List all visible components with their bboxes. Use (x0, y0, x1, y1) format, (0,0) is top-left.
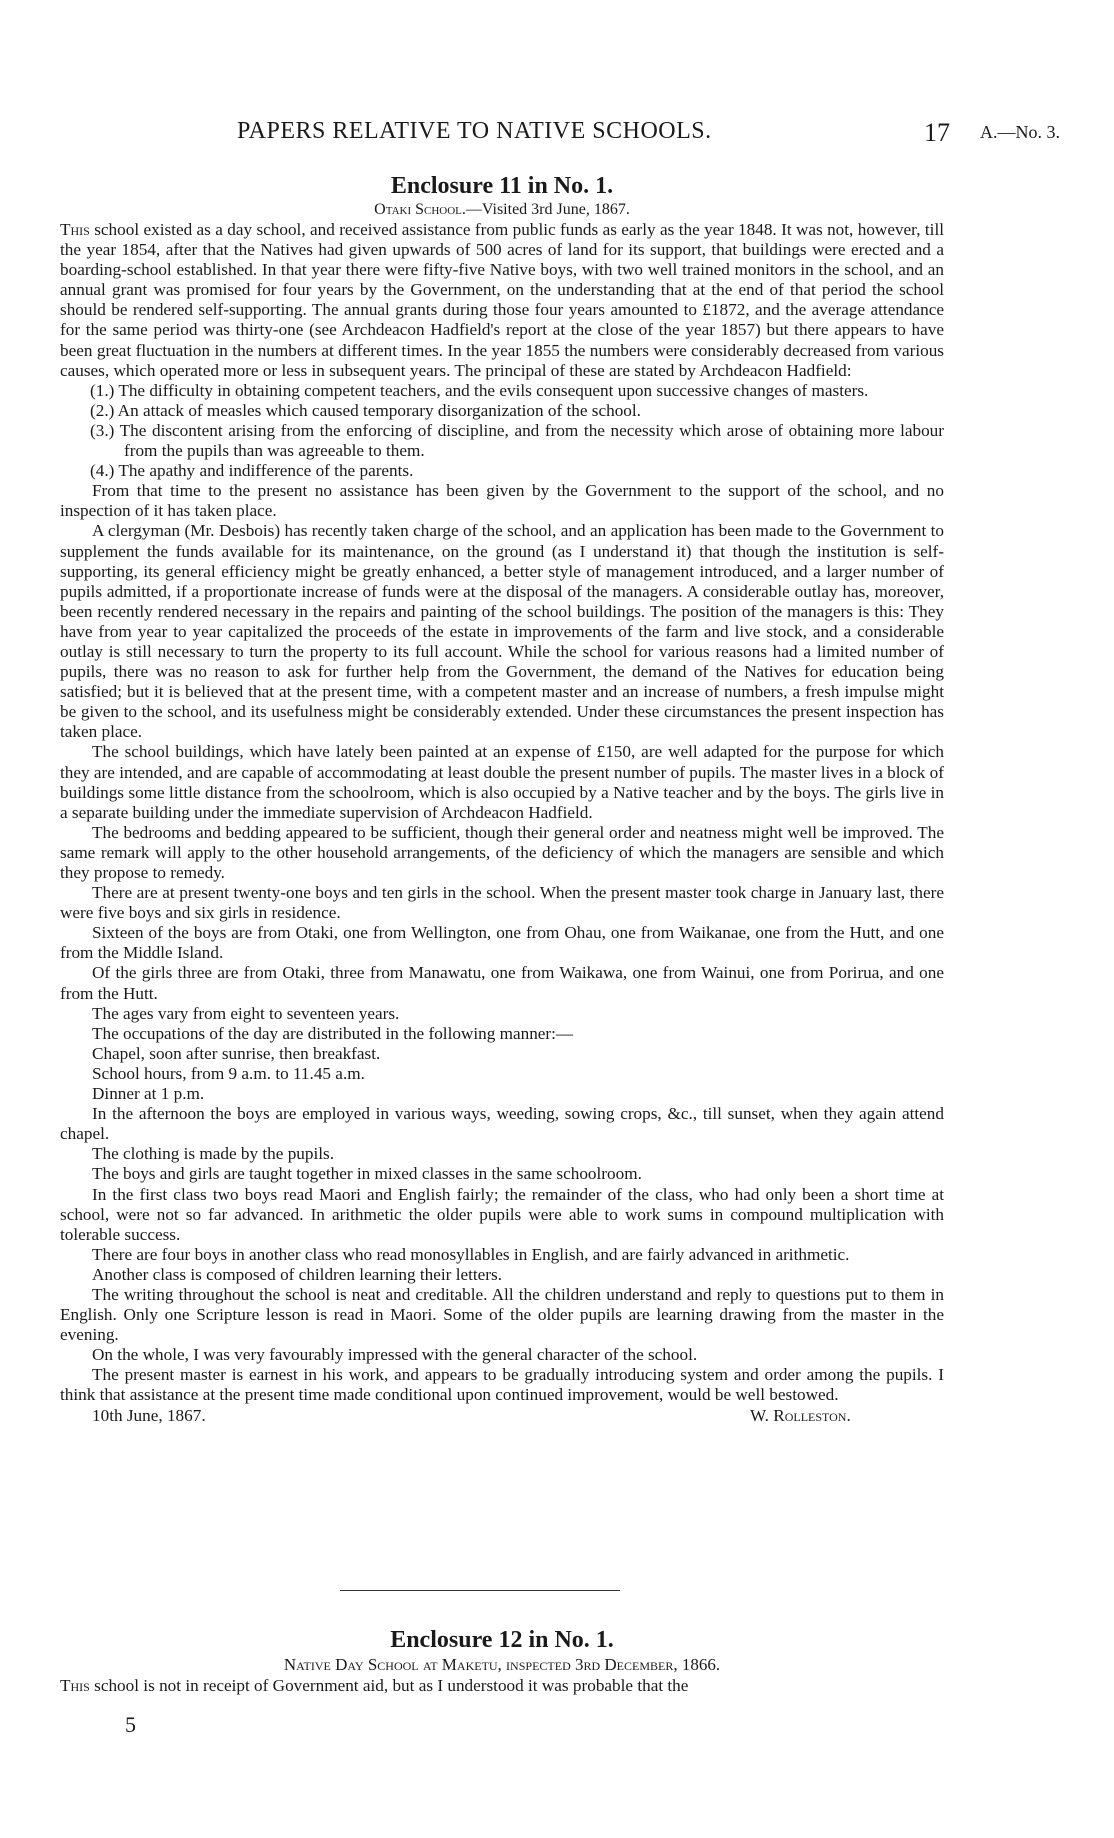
signature-line (60, 1406, 944, 1428)
page-number: 17 (924, 118, 950, 147)
lead-word: This (60, 1676, 90, 1695)
paragraph: In the first class two boys read Maori and English fairly; the remainder of the class, who had only been a short time at school, were not so far advanced. In arithmetic the older pupils were able to work sums in compound multiplication with tolerable success. (60, 1184, 944, 1244)
enclosure-12-subheading: Native Day School at Maketu, inspected 3rd December, 1866. (283, 1655, 721, 1674)
enclosure-12 (60, 1626, 944, 1696)
paragraph: The occupations of the day are distributed in the following manner:— (92, 1023, 574, 1043)
paragraph: The school buildings, which have lately been painted at an expense of £150, are well adapted for the purpose for which they are intended, and are capable of accommodating at least double the present number of pupils. The master lives in a block of buildings some little distance from the schoolroom, which is also occupied by a Native teacher and by the boys. The girls live in a separate building under the immediate supervision of Archdeacon Hadfield. (60, 742, 944, 822)
enclosure-11 (60, 172, 944, 1428)
list-item: (2.) An attack of measles which caused temporary disorganization of the school. (90, 400, 641, 420)
enclosure-11-heading: Enclosure 11 in No. 1. (390, 173, 614, 199)
paragraph: The ages vary from eight to seventeen years. (92, 1003, 400, 1023)
paragraph: From that time to the present no assistance has been given by the Government to the support of the school, and no inspection of it has taken place. (60, 481, 944, 521)
paragraph: There are at present twenty-one boys and ten girls in the school. When the present master took charge in January last, there were five boys and six girls in residence. (60, 883, 944, 923)
lead-word: This (60, 220, 90, 239)
visit-date: —Visited 3rd June, 1867. (465, 201, 630, 218)
paragraph: The boys and girls are taught together in mixed classes in the same schoolroom. (92, 1164, 642, 1184)
paragraph: Sixteen of the boys are from Otaki, one from Wellington, one from Ohau, one from Waikanae, one from the Hutt, and one from the Middle Island. (60, 923, 944, 963)
paragraph: In the afternoon the boys are employed in various ways, weeding, sowing crops, &c., till sunset, when they again attend chapel. (60, 1104, 944, 1144)
paragraph: There are four boys in another class who read monosyllables in English, and are fairly advanced in arithmetic. (92, 1244, 850, 1264)
paragraph: Of the girls three are from Otaki, three from Manawatu, one from Waikawa, one from Wainui, one from Porirua, and one from the Hutt. (60, 963, 944, 1003)
section-divider (340, 1590, 620, 1591)
paragraph: This school existed as a day school, and received assistance from public funds as early as the year 1848. It was not, however, till the year 1854, after that the Natives had given upwards of 500 acres of land for its support, that buildings were erected and a boarding-school established. In that year there were fifty-five Native boys, with two well trained monitors in the school, and an annual grant was promised for four years by the Government, on the understanding that at the end of that period the school should be rendered self-supporting. The annual grants during those four years amounted to £1872, and the average attendance for the same period was thirty-one (see Archdeacon Hadfield's report at the close of the year 1857) but there appears to have been great fluctuation in the numbers at different times. In the year 1855 the numbers were considerably decreased from various causes, which operated more or less in subsequent years. The principal of these are stated by Archdeacon Hadfield: (60, 220, 944, 380)
enclosure-11-body (60, 220, 944, 1406)
list-item: (4.) The apathy and indifference of the parents. (90, 461, 414, 481)
paragraph: Chapel, soon after sunrise, then breakfast. (92, 1043, 381, 1063)
school-name: Otaki School. (374, 201, 466, 218)
list-item: (3.) The discontent arising from the enforcing of discipline, and from the necessity which arose of obtaining more labour from the pupils than was agreeable to them. (90, 420, 944, 461)
paragraph: The writing throughout the school is neat and creditable. All the children understand and reply to questions put to them in English. Only one Scripture lesson is read in Maori. Some of the older pupils are learning drawing from the master in the evening. (60, 1284, 944, 1345)
paragraph: School hours, from 9 a.m. to 11.45 a.m. (92, 1063, 365, 1083)
paragraph: The bedrooms and bedding appeared to be sufficient, though their general order and neatness might well be improved. The same remark will apply to the other household arrangements, of the deficiency of which the managers are sensible and which they propose to remedy. (60, 822, 944, 882)
paragraph: The present master is earnest in his work, and appears to be gradually introducing system and order among the pupils. I think that assistance at the present time made conditional upon continued improvement, would be well bestowed. (60, 1365, 944, 1405)
paragraph: On the whole, I was very favourably impressed with the general character of the school. (92, 1345, 698, 1365)
paragraph: Another class is composed of children learning their letters. (92, 1264, 502, 1284)
enclosure-11-subheading (60, 200, 944, 220)
enclosure-12-body (60, 1676, 944, 1696)
running-head (0, 118, 1114, 154)
running-title: PAPERS RELATIVE TO NATIVE SCHOOLS. (237, 118, 712, 144)
report-date: 10th June, 1867. (92, 1405, 206, 1425)
signature-mark: 5 (125, 1712, 136, 1737)
signatory: W. Rolleston. (750, 1405, 851, 1425)
series-reference: A.—No. 3. (980, 122, 1060, 142)
list-item: (1.) The difficulty in obtaining competent teachers, and the evils consequent upon successive changes of masters. (90, 380, 869, 400)
paragraph: The clothing is made by the pupils. (92, 1144, 335, 1164)
paragraph: A clergyman (Mr. Desbois) has recently taken charge of the school, and an application has been made to the Government to supplement the funds available for its maintenance, on the ground (as I understand it) that though the institution is self-supporting, its general efficiency might be greatly enhanced, a better style of management introduced, and a larger number of pupils admitted, if a proportionate increase of funds were at the disposal of the managers. A considerable outlay has, moreover, been recently rendered necessary in the repairs and painting of the school buildings. The position of the managers is this: They have from year to year capitalized the proceeds of the estate in improvements of the farm and live stock, and a considerable outlay is still necessary to turn the property to its full account. While the school for various reasons had a limited number of pupils, there was no reason to ask for further help from the Government, the demand of the Natives for education being satisfied; but it is believed that at the present time, with a competent master and an increase of numbers, a fresh impulse might be given to the school, and its usefulness might be considerably extended. Under these circumstances the present inspection has taken place. (60, 521, 944, 742)
enclosure-12-heading: Enclosure 12 in No. 1. (390, 1627, 614, 1653)
paragraph: Dinner at 1 p.m. (92, 1084, 205, 1104)
paragraph: This school is not in receipt of Government aid, but as I understood it was probable that the (60, 1676, 689, 1695)
